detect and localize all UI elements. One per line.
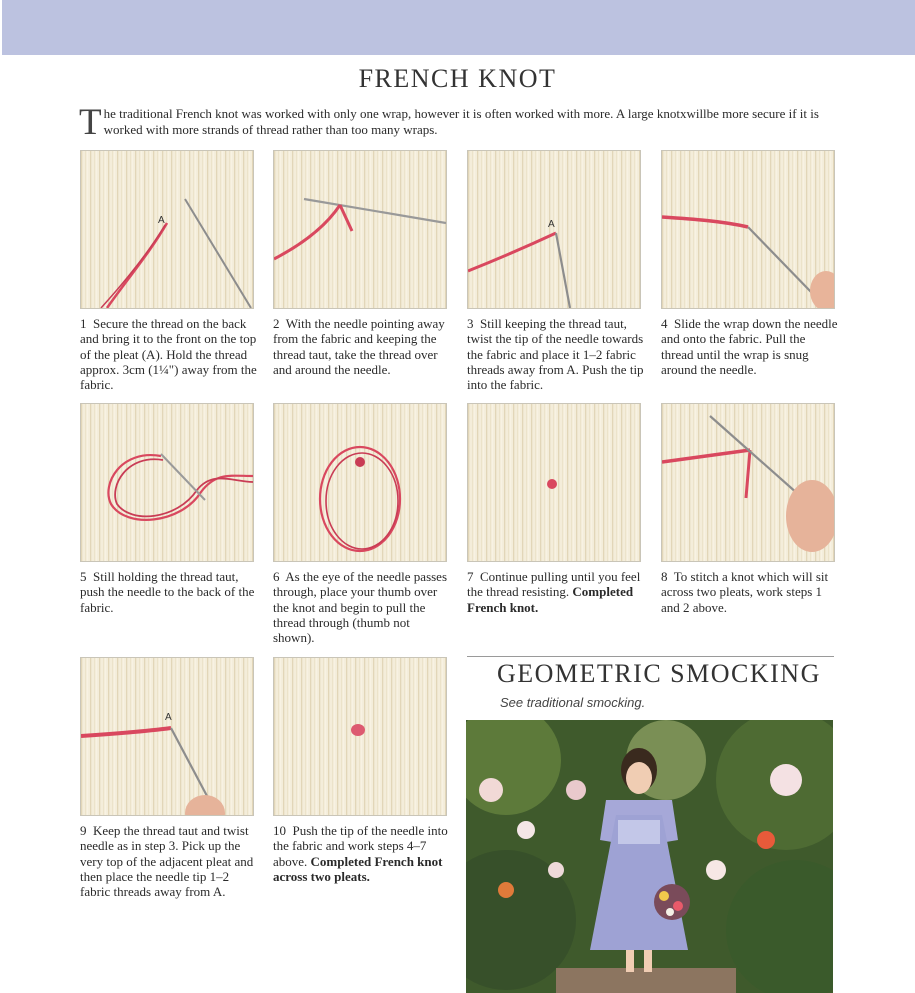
step-2-caption: 2 With the needle pointing away from the fabric and keeping the thread taut, take the thread over and around the needle. — [273, 316, 445, 377]
step-2-photo — [273, 150, 447, 309]
step-10-photo — [273, 657, 447, 816]
step-8-photo — [661, 403, 835, 562]
garden-girl-photo — [466, 720, 833, 993]
geometric-smocking-title: GEOMETRIC SMOCKING — [497, 659, 821, 688]
step-7-caption: 7 Continue pulling until you feel the thread resisting. Completed French knot. — [467, 569, 641, 615]
page-title: FRENCH KNOT — [358, 64, 557, 93]
header-band — [2, 0, 915, 55]
drop-cap: T — [79, 102, 102, 143]
step-5-photo — [80, 403, 254, 562]
step-3-caption: 3 Still keeping the thread taut, twist the tip of the needle towards the fabric and place it 1–2 fabric threads away from A. Push the tip into the fabric. — [467, 316, 644, 393]
intro-paragraph — [79, 102, 840, 143]
step-9-caption: 9 Keep the thread taut and twist needle as in step 3. Pick up the very top of the adjacent pleat and then place the needle tip 1–2 fabric threads away from A. — [80, 823, 254, 900]
step-4-caption: 4 Slide the wrap down the needle and onto the fabric. Pull the thread until the wrap is snug around the needle. — [661, 316, 838, 377]
point-a-label: A — [158, 215, 165, 226]
step-6-photo — [273, 403, 447, 562]
step-1-caption: 1 Secure the thread on the back and bring it to the front on the top of the pleat (A). Hold the thread approx. 3cm (1¼") away from the fabric. — [80, 316, 257, 393]
step-4-photo — [661, 150, 835, 309]
step-6-caption: 6 As the eye of the needle passes through, place your thumb over the knot and begin to pull the thread through (thumb not shown). — [273, 569, 448, 646]
section-divider — [467, 656, 834, 657]
intro-text: he traditional French knot was worked with only one wrap, however it is often worked with more. A large knotxwillbe more secure if it is worked with more strands of thread rather than too many wraps. — [103, 106, 819, 137]
step-7-photo — [467, 403, 641, 562]
step-5-caption: 5 Still holding the thread taut, push the needle to the back of the fabric. — [80, 569, 255, 615]
point-a-label: A — [548, 219, 555, 230]
step-3-photo — [467, 150, 641, 309]
geometric-smocking-subtitle: See traditional smocking. — [500, 695, 646, 710]
step-1-photo — [80, 150, 254, 309]
point-a-label: A — [165, 712, 172, 723]
step-10-caption: 10 Push the tip of the needle into the fabric and work steps 4–7 above. Completed French knot across two pleats. — [273, 823, 448, 884]
step-9-photo — [80, 657, 254, 816]
step-8-caption: 8 To stitch a knot which will sit across two pleats, work steps 1 and 2 above. — [661, 569, 829, 615]
